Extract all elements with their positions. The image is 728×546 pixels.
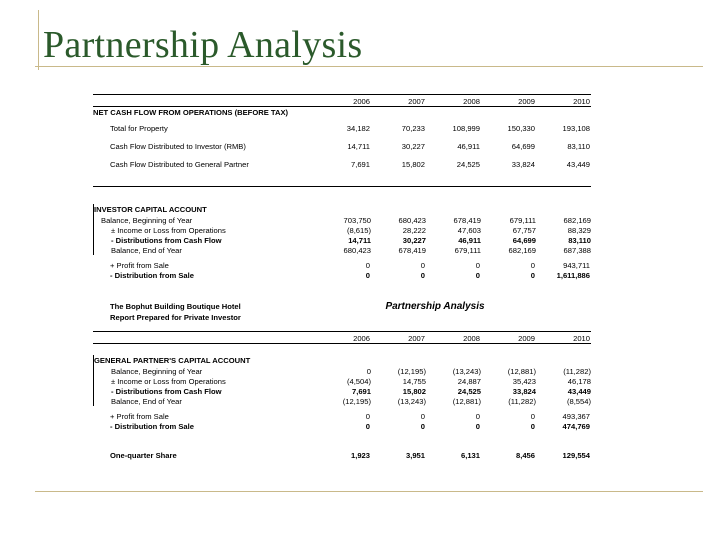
table-row: Total for Property 34,182 70,233 108,999 150,330 193,108 xyxy=(110,123,590,133)
year-cell: 2010 xyxy=(573,97,590,106)
table-row: + Profit from Sale 0 0 0 0 943,711 xyxy=(110,260,590,270)
table-row: - Distribution from Sale 0 0 0 0 474,769 xyxy=(110,421,590,431)
table-row: ± Income or Loss from Operations (8,615) 28,222 47,603 67,757 88,329 xyxy=(111,225,591,235)
year-header-row xyxy=(93,331,591,344)
table-row: Balance, Beginning of Year 703,750 680,423 678,419 679,111 682,169 xyxy=(101,215,591,225)
spreadsheet xyxy=(93,94,591,460)
year-cell: 2008 xyxy=(463,334,480,343)
share-row: One-quarter Share 1,923 3,951 6,131 8,456 129,554 xyxy=(110,450,590,460)
table-row: - Distribution from Sale 0 0 0 0 1,611,886 xyxy=(110,270,590,280)
report-center-title: Partnership Analysis xyxy=(385,301,485,312)
table-row: Balance, Beginning of Year 0 (12,195) (13,243) (12,881) (11,282) xyxy=(111,366,591,376)
general-partner-account xyxy=(93,355,591,406)
year-cell: 2006 xyxy=(353,334,370,343)
title-accent-line xyxy=(38,10,39,70)
investor-heading: INVESTOR CAPITAL ACCOUNT xyxy=(94,205,207,214)
table-row: ± Income or Loss from Operations (4,504) 14,755 24,887 35,423 46,178 xyxy=(111,376,591,386)
general-partner-heading: GENERAL PARTNER'S CAPITAL ACCOUNT xyxy=(94,356,251,365)
table-row: Balance, End of Year (12,195) (13,243) (12,881) (11,282) (8,554) xyxy=(111,396,591,406)
title-divider xyxy=(35,66,703,67)
net-cash-heading: NET CASH FLOW FROM OPERATIONS (BEFORE TAX) xyxy=(93,108,289,117)
year-cell: 2009 xyxy=(518,97,535,106)
year-cell: 2007 xyxy=(408,97,425,106)
table-row: Balance, End of Year 680,423 678,419 679,111 682,169 687,388 xyxy=(111,245,591,255)
year-cell: 2009 xyxy=(518,334,535,343)
year-cell: 2010 xyxy=(573,334,590,343)
year-cell: 2007 xyxy=(408,334,425,343)
slide-title: Partnership Analysis xyxy=(43,24,363,66)
table-row: Cash Flow Distributed to General Partner 7,691 15,802 24,525 33,824 43,449 xyxy=(110,159,590,169)
footer-divider xyxy=(35,491,703,492)
year-header-row xyxy=(93,94,591,107)
table-row: + Profit from Sale 0 0 0 0 493,367 xyxy=(110,411,590,421)
investor-account xyxy=(93,204,591,255)
year-cell: 2008 xyxy=(463,97,480,106)
hotel-name: The Bophut Building Boutique Hotel xyxy=(110,302,241,311)
report-header xyxy=(93,301,591,323)
year-cell: 2006 xyxy=(353,97,370,106)
table-row: - Distributions from Cash Flow 7,691 15,802 24,525 33,824 43,449 xyxy=(111,386,591,396)
report-subtitle: Report Prepared for Private Investor xyxy=(110,313,241,322)
table-row: - Distributions from Cash Flow 14,711 30,227 46,911 64,699 83,110 xyxy=(111,235,591,245)
table-row: Cash Flow Distributed to Investor (RMB) 14,711 30,227 46,911 64,699 83,110 xyxy=(110,141,590,151)
